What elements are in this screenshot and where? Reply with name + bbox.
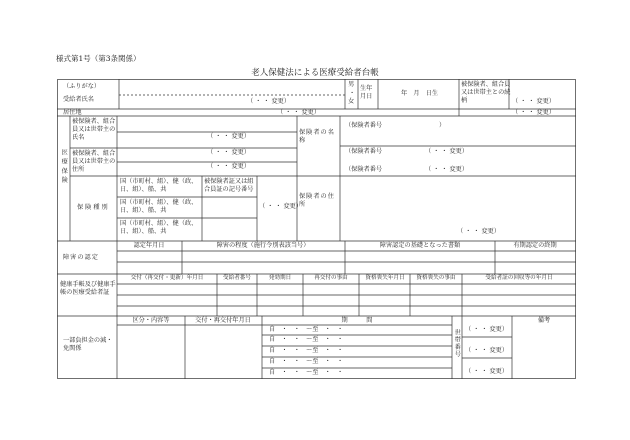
copay-period-1: 自 ・ ・ ～至 ・ ・ [269,326,344,333]
disability-col-date: 認定年月日 [133,242,165,249]
sex-male: 男 [348,81,355,88]
insured-address-change: （ ・ ・ 変更） [207,163,251,170]
household-change-3: （ ・ ・ 変更） [465,368,509,375]
recipient-name-label: 受給者氏名 [63,96,94,103]
address-label: 居住地 [63,109,82,116]
relation-label: 被保険者、組合員又は世帯主との続柄 [461,81,511,104]
sex-female: 女 [348,98,355,105]
birth-date-value: 年 月 日生 [401,90,439,97]
insured-name-label: 被保険者、組合員又は世帯主の氏名 [72,118,116,141]
certificate-col-effective: 発効期日 [268,275,292,281]
ledger-table [57,79,576,379]
form-number: 様式第1号（第3条関係） [56,54,141,63]
household-change-1: （ ・ ・ 変更） [465,326,509,333]
copay-label: 一部負担金の減・免関係 [63,337,113,352]
certificate-col-loss-date: 資格喪失年月日 [365,275,405,281]
page-title: 老人保健法による医療受給者台帳 [251,68,379,78]
insured-name-change-1: （ ・ ・ 変更） [207,133,251,140]
certificate-col-number: 受給者番号 [223,275,251,281]
copay-period-5: 自 ・ ・ ～至 ・ ・ [269,369,344,376]
copay-col-issue: 交付・再交付年月日 [195,317,251,324]
copay-period-2: 自 ・ ・ ～至 ・ ・ [269,336,344,343]
card-number-change: （ ・ ・ 変更） [259,203,303,210]
disability-col-degree: 障害の程度（施行令別表該当号） [216,242,310,249]
insurer-address-change: （ ・ ・ 変更） [457,228,501,235]
address-change-mark-right: （ ・ ・ 変更） [512,109,556,116]
card-number-label: 被保険者証又は組合員証の記号番号 [204,178,254,193]
insured-address-label: 被保険者、組合員又は世帯主の住所 [72,150,116,173]
copay-col-category: 区分・内容等 [132,317,170,324]
insurer-number-3-change: （ ・ ・ 変更） [425,166,469,173]
insurance-type-label: 保険種別 [77,204,110,211]
insurance-type-option-3: 国（市町村、組）、健（政、日、組）、船、共 [120,220,198,235]
certificate-col-loss-reason: 資格喪失の事由 [416,275,456,281]
medical-insurance-group: 医療保険 [60,149,68,186]
sex-separator: ・ [349,90,356,97]
insurer-address-label: 保険者の住所 [299,193,335,208]
insurer-number-1-close: ） [439,122,446,129]
insurer-number-3: （保険者番号 [345,166,383,173]
copay-col-period: 期 間 [341,317,373,324]
certificate-col-issue: 交付（再交付・更新）年月日 [130,275,204,281]
disability-col-term: 有期認定の終期 [513,242,557,249]
insurer-number-2-change: （ ・ ・ 変更） [425,148,469,155]
copay-col-household: 世帯番号 [453,329,461,358]
certificate-label: 健康手帳及び健康手帳の医療受給者証 [60,281,116,296]
insurer-number-2: （保険者番号 [345,148,383,155]
disability-label: 障害の認定 [63,254,99,261]
disability-col-document: 障害認定の基礎となった書類 [379,242,461,249]
insurer-number-1: （保険者番号 [345,122,383,129]
insured-name-change-2: （ ・ ・ 変更） [207,149,251,156]
certificate-col-return: 受給者証の回収等の年月日 [485,275,553,281]
birth-date-label: 生年月日 [360,85,373,100]
household-change-2: （ ・ ・ 変更） [465,347,509,354]
copay-period-4: 自 ・ ・ ～至 ・ ・ [269,358,344,365]
insurance-type-option-1: 国（市町村、組）、健（政、日、組）、船、共 [120,178,198,193]
furigana-label: （ふりがな） [63,83,101,90]
insurance-type-option-2: 国（市町村、組）、健（政、日、組）、船、共 [120,199,198,214]
copay-col-remarks: 備考 [537,317,551,324]
name-change-mark: （ ・ ・ 変更） [247,98,291,105]
certificate-col-reissue-reason: 再交付の事由 [314,275,348,281]
insurer-name-label: 保険者の名称 [299,129,335,144]
copay-period-3: 自 ・ ・ ～至 ・ ・ [269,347,344,354]
address-change-mark: （ ・ ・ 変更） [277,109,321,116]
relation-change-mark: （ ・ ・ 変更） [512,98,556,105]
